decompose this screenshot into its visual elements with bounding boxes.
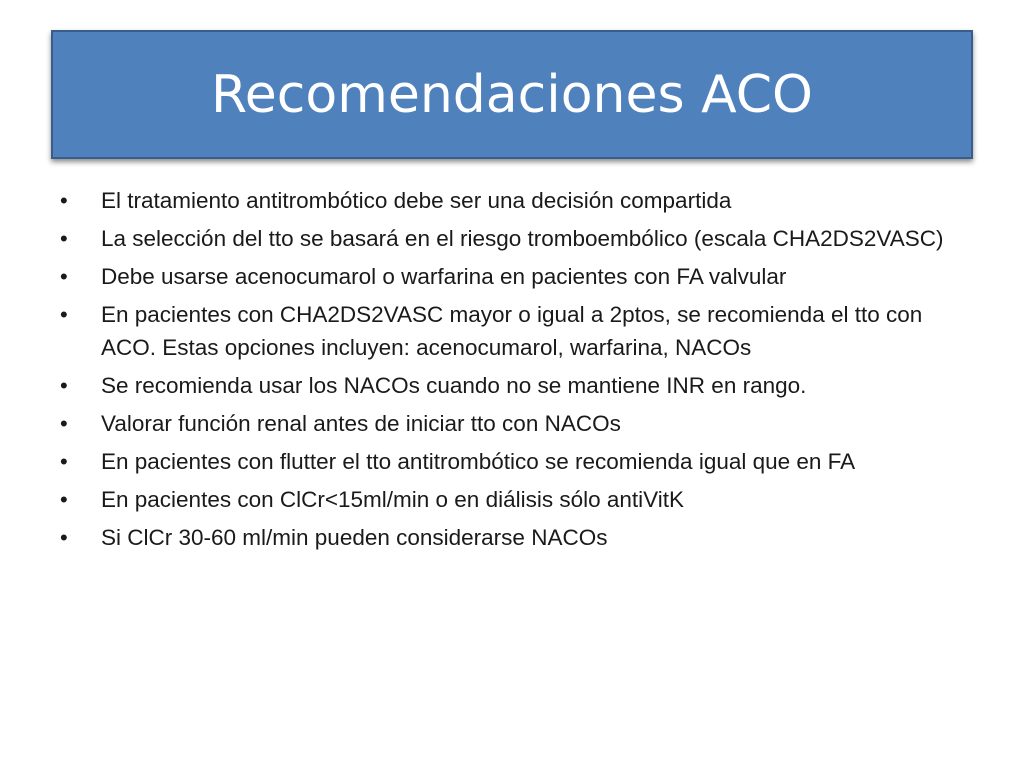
bullet-item [60,260,960,293]
bullet-icon: • [60,411,68,436]
bullet-text: El tratamiento antitrombótico debe ser una decisión compartida [101,188,732,213]
bullet-item [60,369,960,402]
bullet-icon: • [60,302,68,327]
bullet-icon: • [60,487,68,512]
bullet-icon: • [60,226,68,251]
bullet-text: Valorar función renal antes de iniciar tto con NACOs [101,411,621,436]
bullet-text: Si ClCr 30-60 ml/min pueden considerarse NACOs [101,525,608,550]
bullet-text: En pacientes con ClCr<15ml/min o en diálisis sólo antiVitK [101,487,685,512]
bullet-item [60,407,960,440]
bullet-item [60,298,960,364]
bullet-text: En pacientes con CHA2DS2VASC mayor o igual a 2ptos, se recomienda el tto con ACO. Estas opciones incluyen: acenocumarol, warfarina, NACOs [101,302,923,360]
title-banner [51,30,973,159]
bullet-icon: • [60,449,68,474]
bullet-text: En pacientes con flutter el tto antitrombótico se recomienda igual que en FA [101,449,856,474]
bullet-item [60,222,960,255]
bullet-text: Se recomienda usar los NACOs cuando no se mantiene INR en rango. [101,373,807,398]
bullet-list [60,184,960,559]
bullet-item [60,483,960,516]
bullet-icon: • [60,188,68,213]
bullet-item [60,521,960,554]
bullet-item [60,184,960,217]
bullet-icon: • [60,373,68,398]
bullet-icon: • [60,525,68,550]
bullet-text: La selección del tto se basará en el riesgo tromboembólico (escala CHA2DS2VASC) [101,226,944,251]
bullet-item [60,445,960,478]
bullet-icon: • [60,264,68,289]
bullet-text: Debe usarse acenocumarol o warfarina en pacientes con FA valvular [101,264,787,289]
slide-title: Recomendaciones ACO [211,64,813,125]
